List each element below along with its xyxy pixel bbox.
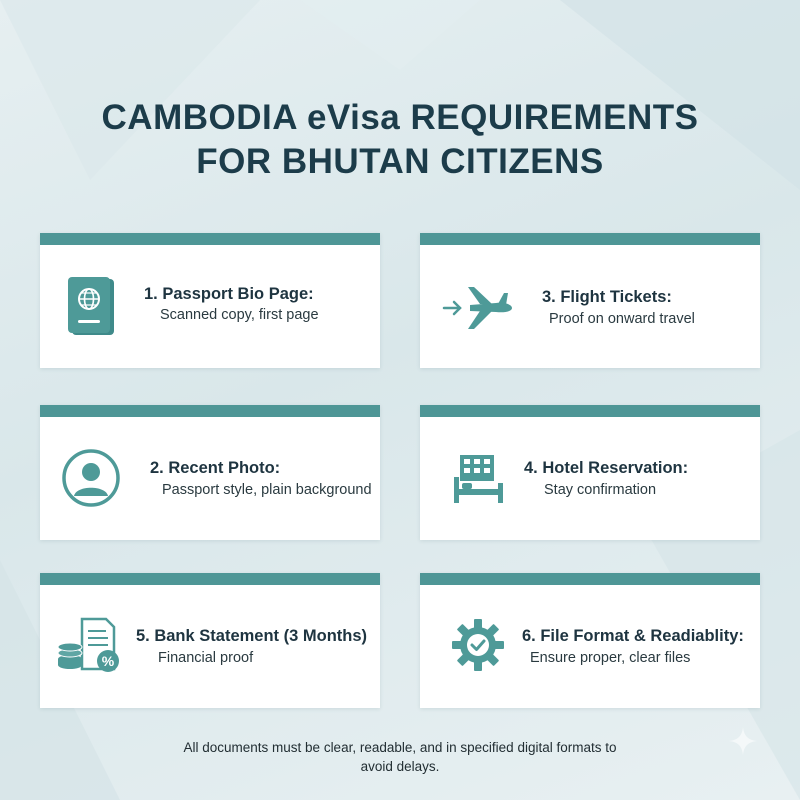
airplane-icon	[440, 283, 516, 333]
card-description: Passport style, plain background	[162, 482, 372, 498]
card-description: Financial proof	[158, 650, 254, 666]
gear-check-icon	[450, 617, 506, 673]
card-accent-bar	[420, 573, 760, 585]
footer-line-1: All documents must be clear, readable, and in specified digital formats to	[183, 740, 617, 755]
card-heading: 6. File Format & Readiablity:	[522, 627, 744, 645]
svg-text:%: %	[101, 653, 115, 669]
person-photo-icon	[60, 447, 122, 509]
card-heading: 4. Hotel Reservation:	[524, 459, 689, 477]
card-heading: 1. Passport Bio Page:	[144, 285, 314, 303]
hotel-bed-icon	[452, 453, 510, 505]
requirement-card-hotel	[420, 405, 760, 540]
card-description: Ensure proper, clear files	[530, 650, 691, 666]
requirement-card-file-format	[420, 573, 760, 708]
card-description: Stay confirmation	[544, 482, 657, 498]
card-heading: 2. Recent Photo:	[150, 459, 281, 477]
card-accent-bar	[40, 573, 380, 585]
passport-icon	[66, 275, 118, 339]
footer-note	[150, 738, 650, 776]
title-line-1: CAMBODIA eVisa REQUIREMENTS	[101, 98, 699, 137]
requirement-card-photo	[40, 405, 380, 540]
card-heading: 5. Bank Statement (3 Months)	[136, 627, 368, 645]
title-line-2: FOR BHUTAN CITIZENS	[196, 142, 604, 181]
requirement-card-passport	[40, 233, 380, 368]
sparkle-icon	[728, 726, 758, 756]
card-heading: 3. Flight Tickets:	[542, 288, 672, 306]
requirement-card-flight	[420, 233, 760, 368]
page-title	[0, 96, 800, 184]
card-accent-bar	[40, 405, 380, 417]
card-accent-bar	[420, 233, 760, 245]
card-accent-bar	[420, 405, 760, 417]
bank-statement-icon	[54, 615, 130, 677]
footer-line-2: avoid delays.	[360, 759, 440, 774]
card-description: Scanned copy, first page	[160, 307, 319, 323]
card-description: Proof on onward travel	[549, 311, 695, 327]
requirement-card-bank-statement	[40, 573, 380, 708]
card-accent-bar	[40, 233, 380, 245]
